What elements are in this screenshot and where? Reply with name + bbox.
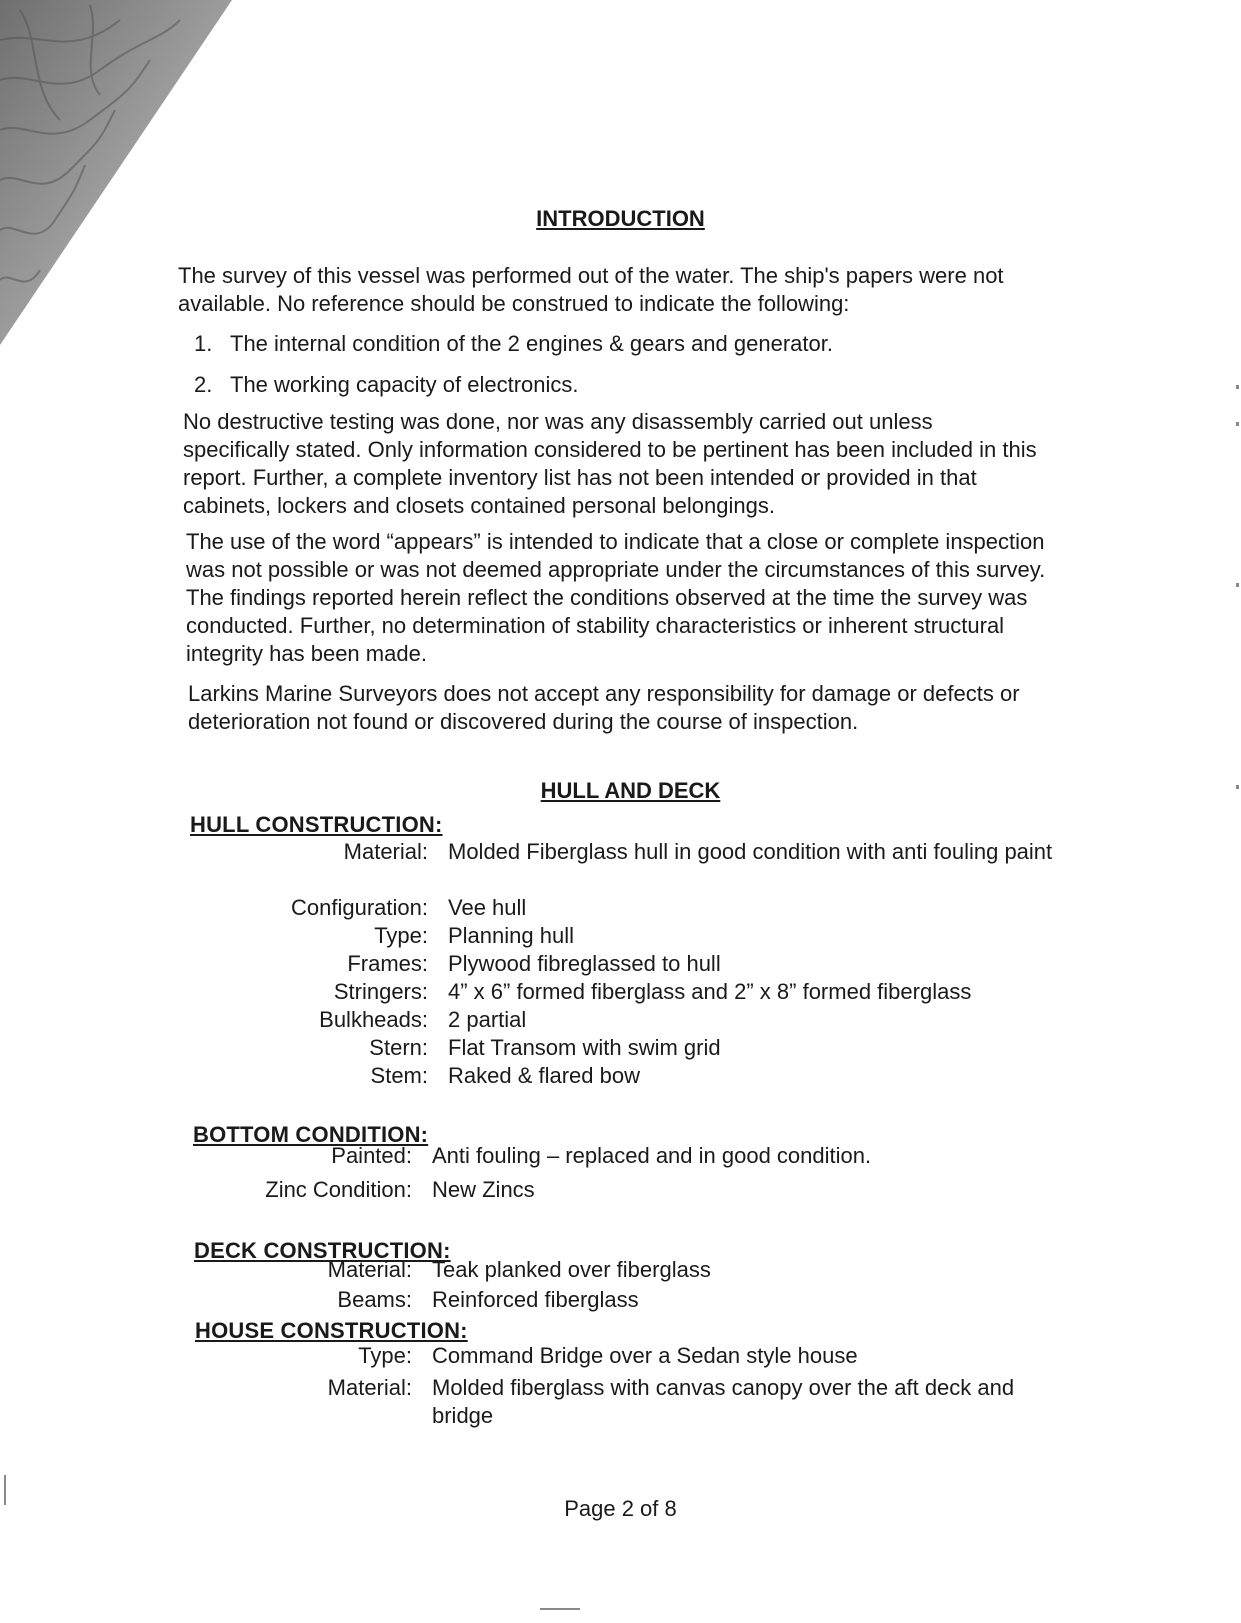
scan-speck <box>1236 385 1239 389</box>
spec-value: 2 partial <box>448 1007 527 1032</box>
spec-row <box>200 950 1068 978</box>
spec-label: Stem: <box>370 1063 428 1088</box>
spec-row <box>200 1374 1032 1430</box>
spec-label: Type: <box>374 923 428 948</box>
hull-and-deck-title: HULL AND DECK <box>540 778 721 803</box>
scan-speck <box>1236 422 1239 426</box>
scan-speck <box>1236 583 1239 587</box>
spec-value: 4” x 6” formed fiberglass and 2” x 8” formed fiberglass <box>448 979 972 1004</box>
spec-label: Material: <box>343 839 428 864</box>
spec-label: Stern: <box>369 1035 428 1060</box>
spec-row <box>200 1176 1032 1204</box>
spec-value: Plywood fibreglassed to hull <box>448 951 721 976</box>
list-number: 2. <box>194 372 213 397</box>
spec-label: Material: <box>327 1375 412 1400</box>
list-item <box>194 330 833 358</box>
spec-row <box>200 1142 1032 1170</box>
scan-speck <box>1236 785 1239 789</box>
house-construction-heading: HOUSE CONSTRUCTION: <box>195 1318 468 1343</box>
intro-paragraph-3: The use of the word “appears” is intended to indicate that a close or complete inspection was not possible or was not deemed appropriate under the circumstances of this survey. The findings reported herein reflect the conditions observed at the time the survey was conducted. Further, no determination of stability characteristics or inherent structural integrity has been made. <box>186 529 1046 666</box>
scan-speck <box>4 1475 6 1505</box>
hull-construction-heading: HULL CONSTRUCTION: <box>190 812 443 837</box>
spec-label: Bulkheads: <box>319 1007 428 1032</box>
spec-label: Stringers: <box>333 979 428 1004</box>
spec-row <box>200 1034 1068 1062</box>
spec-row <box>200 838 1068 866</box>
spec-row <box>200 894 1068 922</box>
spec-row <box>200 1006 1068 1034</box>
spec-value: Teak planked over fiberglass <box>432 1257 711 1282</box>
intro-paragraph-2: No destructive testing was done, nor was any disassembly carried out unless specifically stated. Only information considered to be pertinent has been included in this report. Further, a complete inventory list has not been intended or provided in that cabinets, lockers and closets contained personal belongings. <box>183 409 1037 518</box>
spec-row <box>200 922 1068 950</box>
spec-row <box>200 1062 1068 1090</box>
list-item <box>194 371 579 399</box>
spec-row <box>200 1342 1032 1370</box>
spec-label: Configuration: <box>291 895 428 920</box>
spec-row <box>200 1256 1032 1284</box>
spec-value: Command Bridge over a Sedan style house <box>432 1343 858 1368</box>
spec-label: Zinc Condition: <box>265 1177 412 1202</box>
spec-label: Material: <box>327 1257 412 1282</box>
spec-value: Anti fouling – replaced and in good condition. <box>432 1143 872 1168</box>
spec-label: Beams: <box>337 1287 412 1312</box>
spec-row <box>200 1286 1032 1314</box>
spec-value: Raked & flared bow <box>448 1063 640 1088</box>
list-text: The internal condition of the 2 engines & gears and generator. <box>230 331 833 356</box>
spec-value: Vee hull <box>448 895 527 920</box>
spec-label: Frames: <box>347 951 428 976</box>
spec-value: Planning hull <box>448 923 574 948</box>
list-text: The working capacity of electronics. <box>230 372 579 397</box>
introduction-title: INTRODUCTION <box>536 206 705 231</box>
page-number: Page 2 of 8 <box>564 1496 677 1521</box>
scan-speck <box>540 1608 580 1610</box>
spec-label: Painted: <box>331 1143 412 1168</box>
spec-value: Reinforced fiberglass <box>432 1287 639 1312</box>
spec-label: Type: <box>358 1343 412 1368</box>
list-number: 1. <box>194 331 213 356</box>
spec-value: Molded fiberglass with canvas canopy over the aft deck and bridge <box>432 1375 1015 1428</box>
spec-row <box>200 978 1068 1006</box>
spec-value: Flat Transom with swim grid <box>448 1035 721 1060</box>
bottom-condition-heading: BOTTOM CONDITION: <box>193 1122 429 1147</box>
spec-value: Molded Fiberglass hull in good condition with anti fouling paint <box>448 839 1053 864</box>
intro-paragraph-4: Larkins Marine Surveyors does not accept any responsibility for damage or defects or deterioration not found or discovered during the course of inspection. <box>188 681 1020 734</box>
spec-value: New Zincs <box>432 1177 535 1202</box>
intro-paragraph-1: The survey of this vessel was performed out of the water. The ship's papers were not available. No reference should be construed to indicate the following: <box>178 263 1004 316</box>
deck-construction-heading: DECK CONSTRUCTION: <box>194 1238 451 1263</box>
